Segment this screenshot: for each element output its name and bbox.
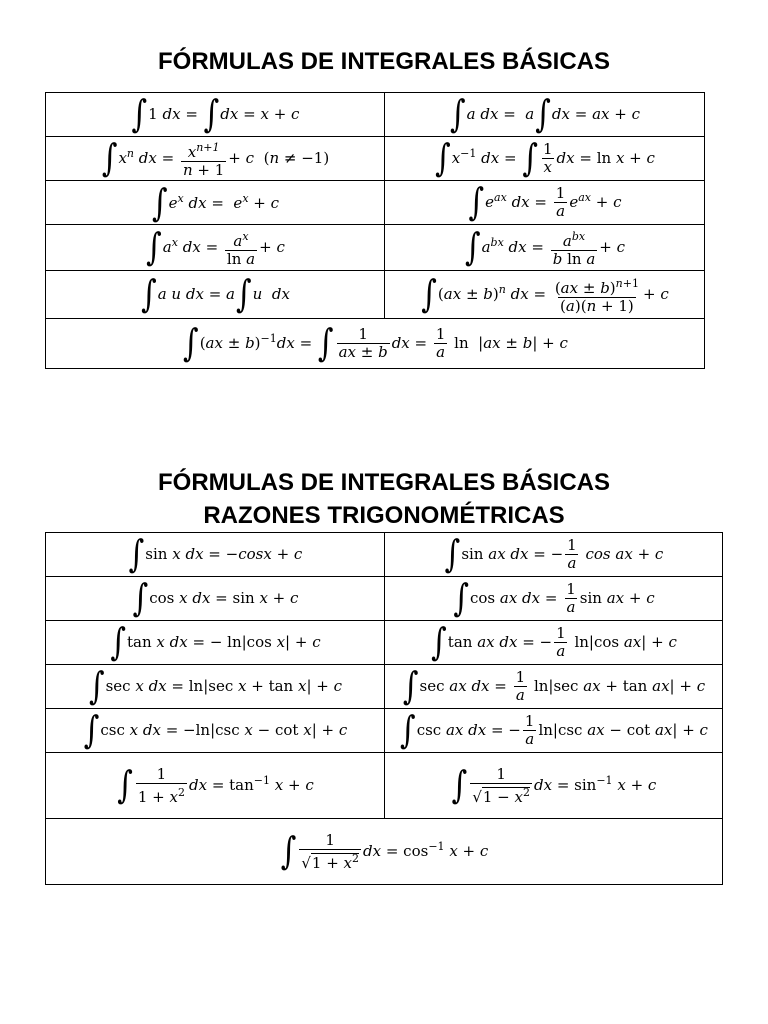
formula-cell: $\int e^{ax}$ dx = $\frac{1}{a}$ $e^{ax} + c$ xyxy=(385,181,705,225)
formula-cell: ∫1 dx = ∫dx = x + c xyxy=(46,93,385,137)
formula-cell: ∫sec ax dx = $\frac{1}{a}$ ln|sec ax + tan ax| + c xyxy=(385,665,723,709)
formula-cell: ∫ $\frac{1}{1 + x^2}$ dx = $\tan^{-1} x + c$ xyxy=(46,753,385,819)
formula-cell: ∫tan ax dx = − $\frac{1}{a}$ ln|cos ax| + c xyxy=(385,621,723,665)
formula-cell: ∫tan x dx = − ln|cos x| + c xyxy=(46,621,385,665)
formula-cell: ∫csc ax dx = − $\frac{1}{a}$ ln|csc ax − cot ax| + c xyxy=(385,709,723,753)
formula-cell: ∫a dx = a∫dx = ax + c xyxy=(385,93,705,137)
formula-cell: ∫ $\frac{1}{√1 + x^2}$ dx = $\cos^{-1} x + c$ xyxy=(46,819,723,885)
basic-integrals-table xyxy=(45,92,705,369)
section-title: FÓRMULAS DE INTEGRALES BÁSICAS xyxy=(157,469,610,496)
formula-cell: $\int e^x$ dx = $e^x + c$ xyxy=(46,181,385,225)
formula-cell: ∫csc x dx = −ln|csc x − cot x| + c xyxy=(46,709,385,753)
formula-cell: ∫ $\frac{1}{√1 - x^2}$ dx = $\sin^{-1} x + c$ xyxy=(385,753,723,819)
formula-cell: ∫(ax ± b)$^n$ dx = $\frac{(ax \pm b)^{n+1}}{(a)(n + 1)}$ + c xyxy=(385,271,705,319)
formula-cell: ∫cos x dx = sin x + c xyxy=(46,577,385,621)
formula-cell: $\int a^x$ dx = $\frac{a^x}{\text{ln a}}$ + c xyxy=(46,225,385,271)
formula-cell: ∫cos ax dx = $\frac{1}{a}$ sin ax + c xyxy=(385,577,723,621)
section-subtitle: RAZONES TRIGONOMÉTRICAS xyxy=(203,502,565,529)
formula-cell: $\int x^n$ dx = $\frac{x^{n+1}}{n + 1}$ + c (n ≠ −1) xyxy=(46,137,385,181)
page-title: FÓRMULAS DE INTEGRALES BÁSICAS xyxy=(157,48,610,75)
formula-cell: $\int a^{bx}$ dx = $\frac{a^{bx}}{\text{b ln a}}$ + c xyxy=(385,225,705,271)
formula-cell: ∫sec x dx = ln|sec x + tan x| + c xyxy=(46,665,385,709)
formula-cell: $\int x^{-1}$ dx = ∫ $\frac{1}{x}$ dx = ln x + c xyxy=(385,137,705,181)
formula-cell: ∫sin x dx = −cosx + c xyxy=(46,533,385,577)
trig-integrals-table xyxy=(45,532,723,885)
formula-cell: ∫sin ax dx = − $\frac{1}{a}$ cos ax + c xyxy=(385,533,723,577)
formula-cell: ∫(ax ± b)$^{-1}$dx = ∫ $\frac{1}{ax \pm b}$ dx = $\frac{1}{a}$ ln |ax ± b| + c xyxy=(46,319,705,369)
formula-cell: ∫a u dx = a∫u dx xyxy=(46,271,385,319)
